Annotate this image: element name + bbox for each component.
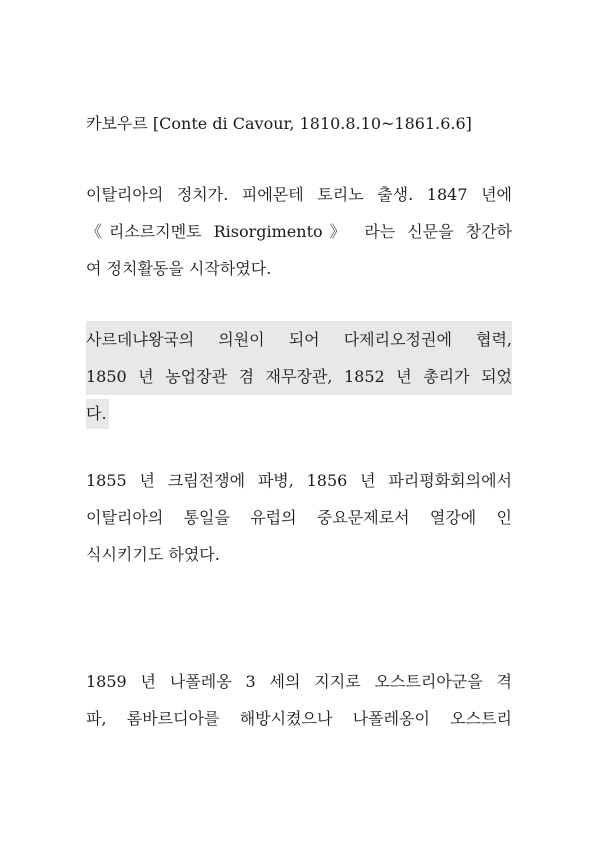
highlighted-line: 사르데냐왕국의 의원이 되어 다제리오정권에 협력,	[86, 321, 512, 358]
paragraph-line: 파, 롬바르디아를 해방시켰으나 나폴레옹이 오스트리	[86, 709, 512, 728]
paragraph-intro	[86, 176, 512, 287]
paragraph-crimean-war	[86, 462, 512, 573]
highlighted-line: 1850 년 농업장관 겸 재무장관, 1852 년 총리가 되었	[86, 358, 512, 395]
paragraph-line: 이탈리아의 통일을 유럽의 중요문제로서 열강에 인	[86, 508, 512, 527]
paragraph-line: 여 정치활동을 시작하였다.	[86, 259, 272, 278]
paragraph-line: 식시키기도 하였다.	[86, 545, 220, 564]
paragraph-line: 이탈리아의 정치가. 피에몬테 토리노 출생. 1847 년에	[86, 185, 512, 204]
document-title: 카보우르 [Conte di Cavour, 1810.8.10~1861.6.6]	[86, 114, 472, 133]
paragraph-line: 1855 년 크림전쟁에 파병, 1856 년 파리평화회의에서	[86, 471, 512, 490]
highlighted-line-last	[86, 395, 512, 432]
paragraph-line: 1859 년 나폴레옹 3 세의 지지로 오스트리아군을 격	[86, 672, 512, 691]
paragraph-highlighted	[86, 321, 512, 432]
paragraph-line: 《리소르지멘토 Risorgimento》 라는 신문을 창간하	[86, 222, 512, 241]
paragraph-napoleon	[86, 663, 512, 737]
highlighted-fragment: 다.	[86, 399, 109, 429]
